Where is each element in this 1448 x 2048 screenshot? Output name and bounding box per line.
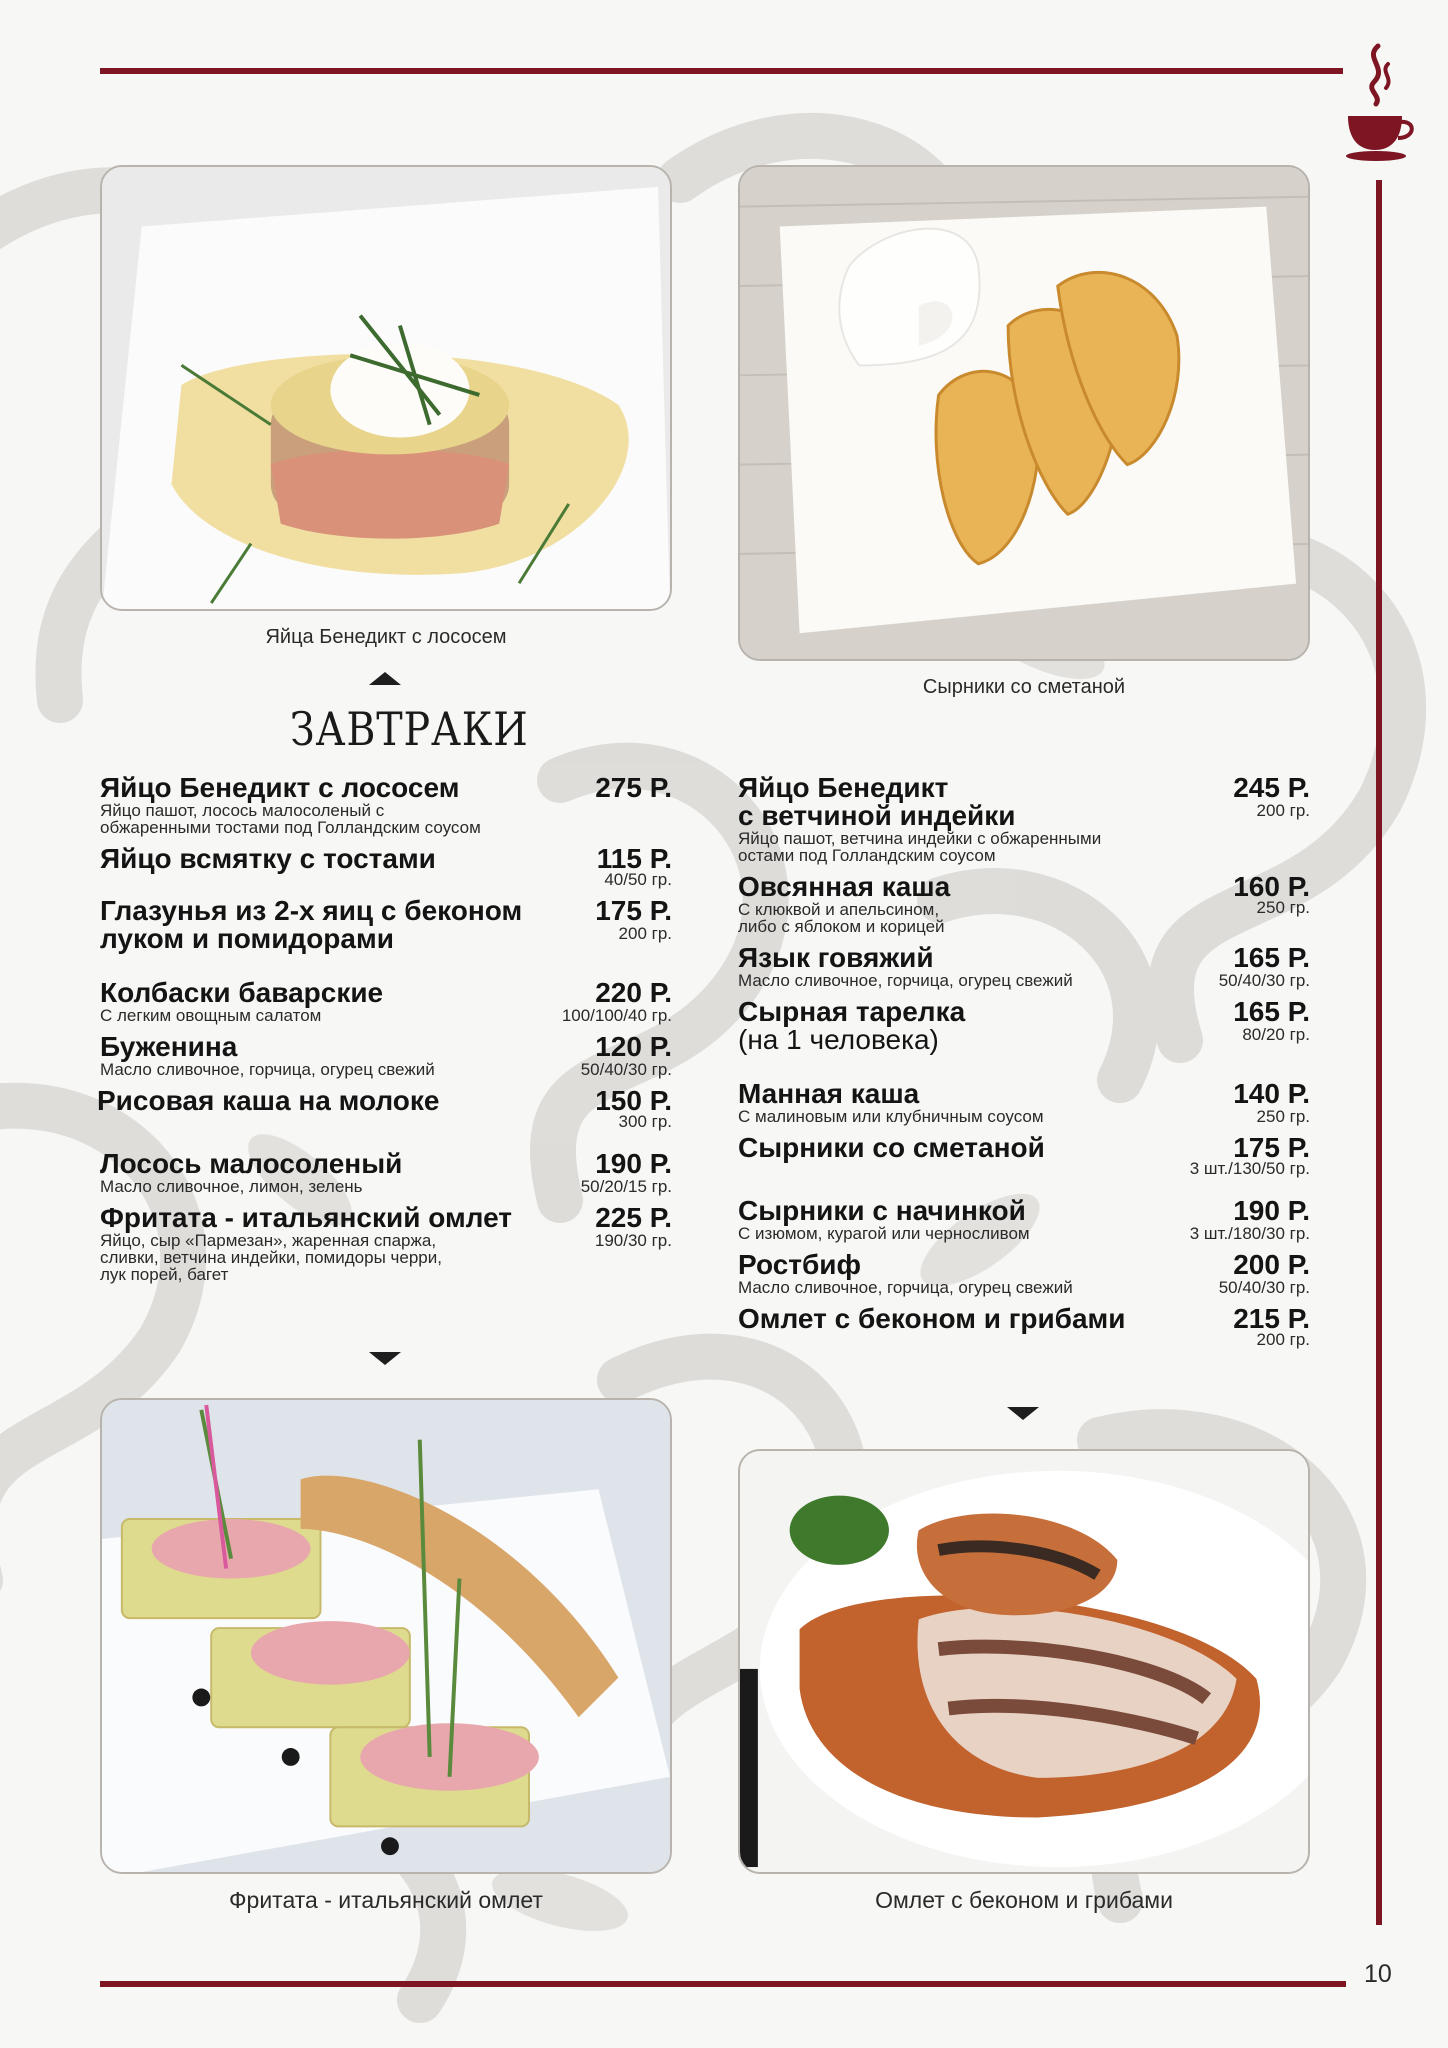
item-name: Сырная тарелка bbox=[738, 996, 966, 1027]
item-name: Яйцо Бенедикт с ветчиной индейки bbox=[738, 772, 1016, 831]
page-number: 10 bbox=[1364, 1960, 1392, 1988]
menu-item bbox=[738, 1305, 1310, 1348]
item-weight: 80/20 гр. bbox=[1242, 1025, 1310, 1044]
item-description: С легким овощным салатом bbox=[100, 1006, 322, 1025]
item-price: 175 Р. bbox=[1233, 1132, 1310, 1163]
section-title: ЗАВТРАКИ bbox=[290, 702, 529, 756]
menu-item bbox=[100, 1204, 672, 1283]
menu-item bbox=[100, 979, 672, 1024]
arrow-down-icon bbox=[1007, 1407, 1039, 1420]
item-name: Сырники со сметаной bbox=[738, 1132, 1045, 1163]
menu-item bbox=[97, 1085, 672, 1131]
menu-item bbox=[100, 774, 672, 836]
item-price: 245 Р. bbox=[1233, 772, 1310, 803]
item-description: Масло сливочное, горчица, огурец свежий bbox=[738, 971, 1073, 990]
item-description: Яйцо пашот, ветчина индейки с обжаренными остами под Голландским соусом bbox=[738, 829, 1102, 865]
item-description: Масло сливочное, горчица, огурец свежий bbox=[738, 1278, 1073, 1297]
item-weight: 300 гр. bbox=[618, 1112, 672, 1131]
caption-bottom-right: Омлет с беконом и грибами bbox=[875, 1887, 1173, 1913]
item-weight: 40/50 гр. bbox=[604, 870, 672, 889]
menu-item bbox=[738, 998, 1310, 1054]
item-price: 220 Р. bbox=[595, 977, 672, 1008]
item-price: 165 Р. bbox=[1233, 942, 1310, 973]
item-description: С малиновым или клубничным соусом bbox=[738, 1107, 1044, 1126]
item-price: 165 Р. bbox=[1233, 996, 1310, 1027]
item-price: 275 Р. bbox=[595, 772, 672, 803]
photo-omelet-bacon-mushrooms bbox=[738, 1449, 1310, 1874]
item-name: Фритата - итальянский омлет bbox=[100, 1202, 512, 1233]
menu-item bbox=[738, 1134, 1310, 1177]
item-price: 115 Р. bbox=[596, 843, 672, 874]
item-price: 150 Р. bbox=[595, 1085, 672, 1116]
item-weight: 200 гр. bbox=[618, 924, 672, 943]
photo-eggs-benedict-salmon bbox=[100, 165, 672, 611]
arrow-up-icon bbox=[369, 672, 401, 685]
item-name: Рисовая каша на молоке bbox=[97, 1085, 440, 1116]
item-weight: 250 гр. bbox=[1256, 1107, 1310, 1126]
item-description: Масло сливочное, горчица, огурец свежий bbox=[100, 1060, 435, 1079]
menu-item bbox=[738, 1197, 1310, 1242]
item-name: Колбаски баварские bbox=[100, 977, 384, 1008]
item-weight: 50/40/30 гр. bbox=[1218, 1278, 1310, 1297]
item-name: Овсянная каша bbox=[738, 871, 951, 902]
item-weight: 200 гр. bbox=[1256, 801, 1310, 820]
menu-item bbox=[100, 1150, 672, 1195]
item-description: Масло сливочное, лимон, зелень bbox=[100, 1177, 363, 1196]
item-price: 215 Р. bbox=[1233, 1303, 1310, 1334]
bottom-rule bbox=[100, 1981, 1346, 1987]
photo-frittata bbox=[100, 1398, 672, 1874]
item-weight: 190/30 гр. bbox=[594, 1231, 672, 1250]
item-name: Омлет с беконом и грибами bbox=[738, 1303, 1126, 1334]
right-rule bbox=[1376, 180, 1382, 1925]
item-price: 120 Р. bbox=[595, 1031, 672, 1062]
item-price: 200 Р. bbox=[1233, 1249, 1310, 1280]
item-price: 225 Р. bbox=[595, 1202, 672, 1233]
item-name: Манная каша bbox=[738, 1078, 920, 1109]
item-description: С изюмом, курагой или черносливом bbox=[738, 1224, 1030, 1243]
item-weight: 50/40/30 гр. bbox=[580, 1060, 672, 1079]
caption-top-left: Яйца Бенедикт с лососем bbox=[265, 626, 507, 648]
menu-item bbox=[738, 873, 1310, 935]
item-name: Ростбиф bbox=[738, 1249, 862, 1280]
item-weight: 50/20/15 гр. bbox=[580, 1177, 672, 1196]
item-price: 140 Р. bbox=[1233, 1078, 1310, 1109]
caption-bottom-left: Фритата - итальянский омлет bbox=[229, 1887, 543, 1913]
item-weight: 3 шт./180/30 гр. bbox=[1189, 1224, 1310, 1243]
menu-item bbox=[738, 944, 1310, 989]
menu-item bbox=[100, 845, 672, 888]
item-name: Буженина bbox=[100, 1031, 238, 1062]
item-price: 175 Р. bbox=[595, 895, 672, 926]
item-description: С клюквой и апельсином, либо с яблоком и корицей bbox=[738, 900, 945, 936]
item-weight: 50/40/30 гр. bbox=[1218, 971, 1310, 990]
item-price: 160 Р. bbox=[1233, 871, 1310, 902]
item-name: Язык говяжий bbox=[738, 942, 934, 973]
item-name: Сырники с начинкой bbox=[738, 1195, 1026, 1226]
item-price: 190 Р. bbox=[1233, 1195, 1310, 1226]
menu-left-column bbox=[97, 772, 672, 1292]
item-name: Яйцо Бенедикт с лососем bbox=[100, 772, 460, 803]
caption-top-right: Сырники со сметаной bbox=[922, 676, 1126, 698]
arrow-down-icon bbox=[369, 1352, 401, 1365]
item-name: Глазунья из 2-х яиц с беконом луком и помидорами bbox=[100, 895, 523, 954]
menu-right-column bbox=[738, 774, 1310, 1357]
photo-syrniki-sour-cream bbox=[738, 165, 1310, 661]
item-price: 190 Р. bbox=[595, 1148, 672, 1179]
top-rule bbox=[100, 68, 1343, 74]
item-weight: 250 гр. bbox=[1256, 898, 1310, 917]
coffee-cup-icon bbox=[1342, 42, 1416, 170]
menu-item bbox=[738, 774, 1310, 864]
item-name: Яйцо всмятку с тостами bbox=[100, 843, 436, 874]
menu-item bbox=[738, 1251, 1310, 1296]
item-name: Лосось малосоленый bbox=[100, 1148, 403, 1179]
menu-item bbox=[738, 1080, 1310, 1125]
item-name-subtitle: (на 1 человека) bbox=[738, 1024, 939, 1055]
menu-item bbox=[100, 1033, 672, 1078]
item-description: Яйцо, сыр «Пармезан», жаренная спаржа, сливки, ветчина индейки, помидоры черри, лук порей, багет bbox=[100, 1231, 442, 1284]
menu-item bbox=[100, 897, 672, 953]
item-description: Яйцо пашот, лосось малосоленый с обжаренными тостами под Голландским соусом bbox=[100, 801, 481, 837]
item-weight: 100/100/40 гр. bbox=[561, 1006, 672, 1025]
item-weight: 3 шт./130/50 гр. bbox=[1189, 1159, 1310, 1178]
item-weight: 200 гр. bbox=[1256, 1330, 1310, 1349]
